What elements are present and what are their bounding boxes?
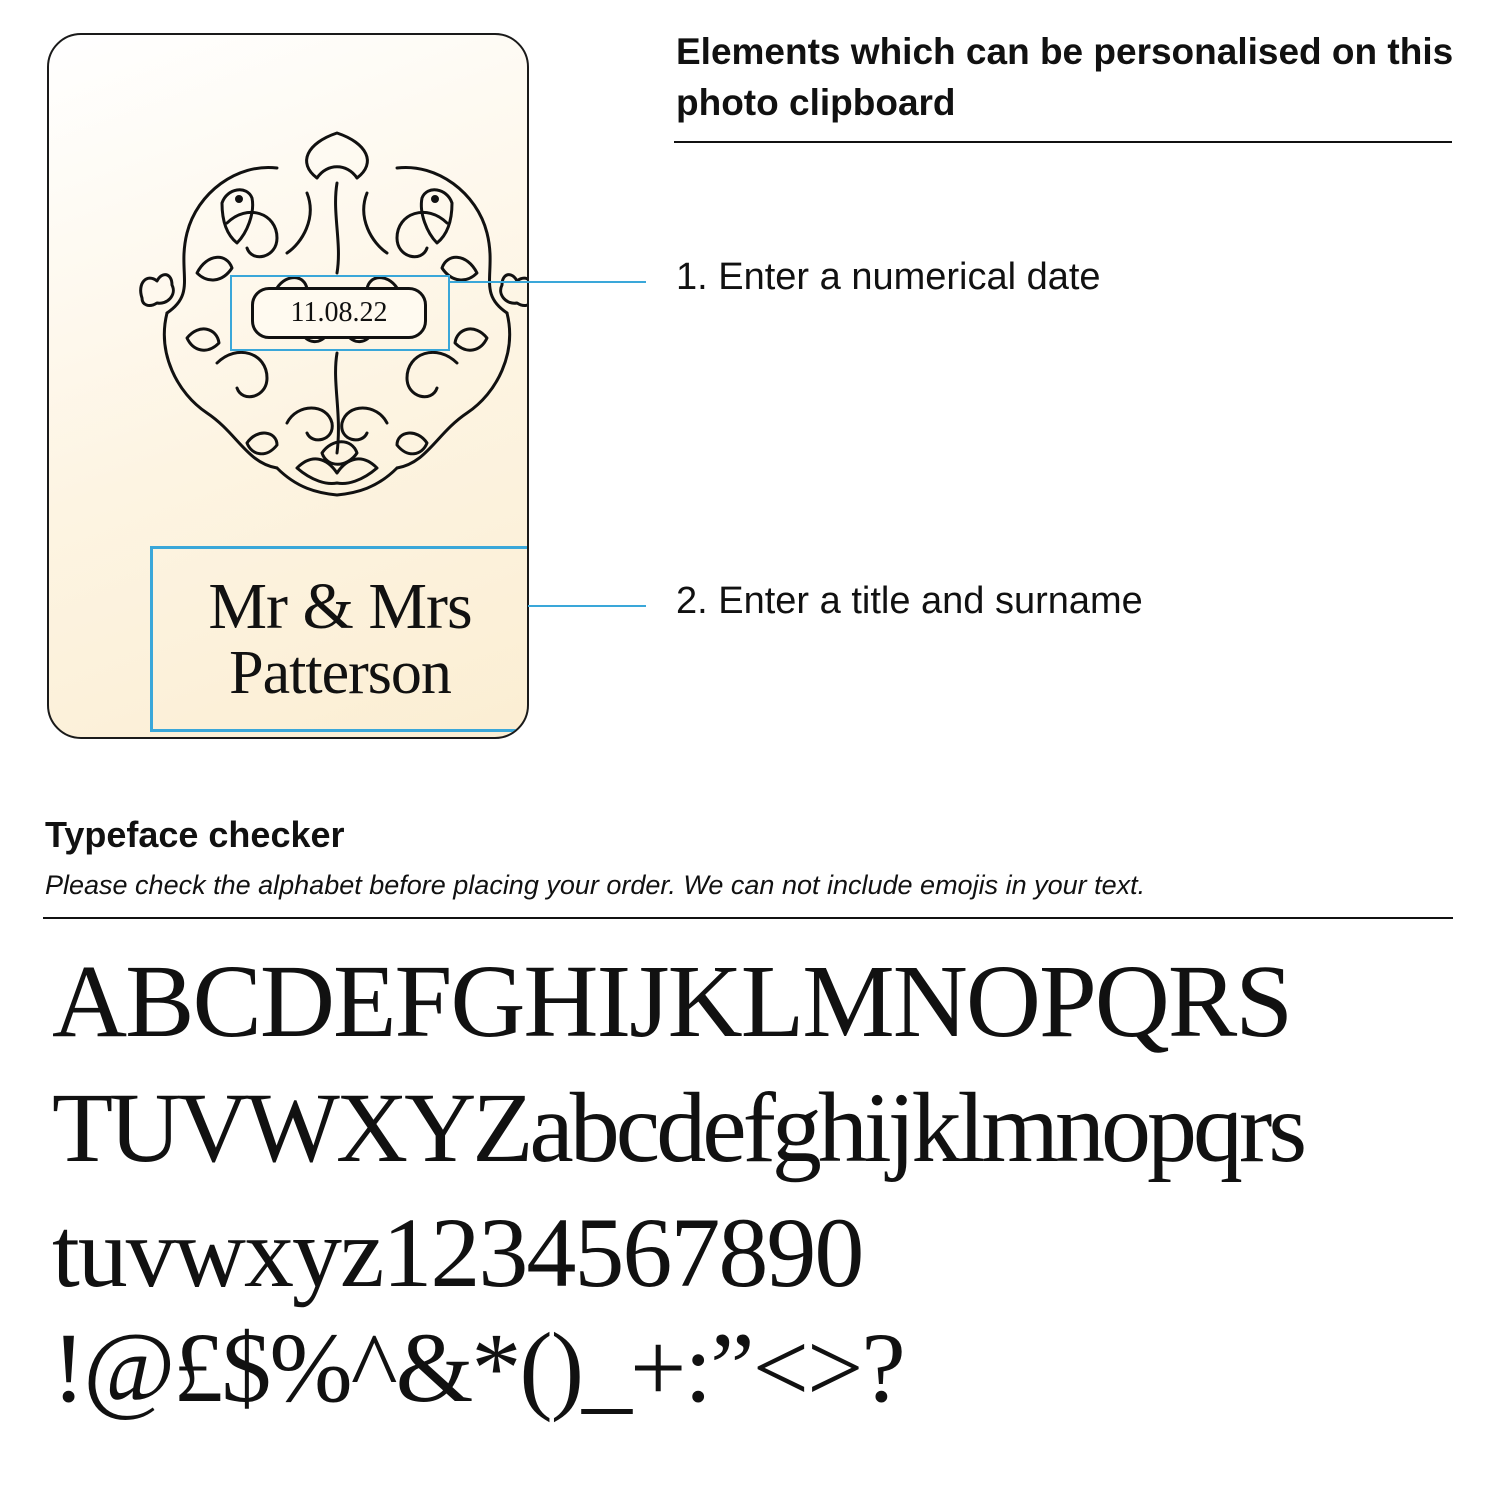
title-text: Mr & Mrs [208, 569, 472, 643]
typeface-checker-title: Typeface checker [45, 814, 345, 855]
step-name: 2. Enter a title and surname [676, 580, 1143, 622]
typeface-checker-subtitle: Please check the alphabet before placing your order. We can not include emojis in your text. [45, 870, 1146, 900]
date-text: 11.08.22 [290, 297, 388, 328]
heading-divider [674, 141, 1452, 143]
glyph-line-uppercase-t-lowercase-s: TUVWXYZabcdefghijklmnopqrs [52, 1072, 1304, 1183]
clipboard-preview [47, 33, 529, 739]
date-highlight-box [230, 275, 450, 351]
surname-text: Patterson [229, 639, 451, 708]
panel-heading: Elements which can be personalised on this photo clipboard [676, 31, 1454, 123]
date-callout-line [448, 281, 646, 283]
glyph-line-symbols: !@£$%^&*()_+:”<>? [52, 1312, 904, 1423]
name-highlight-box [150, 546, 529, 732]
glyph-line-uppercase-a-s: ABCDEFGHIJKLMNOPQRS [52, 944, 1292, 1059]
glyph-line-lowercase-t-digits: tuvwxyz1234567890 [52, 1197, 863, 1308]
step-date: 1. Enter a numerical date [676, 256, 1101, 298]
typeface-divider [43, 917, 1453, 919]
name-callout-line [528, 605, 646, 607]
